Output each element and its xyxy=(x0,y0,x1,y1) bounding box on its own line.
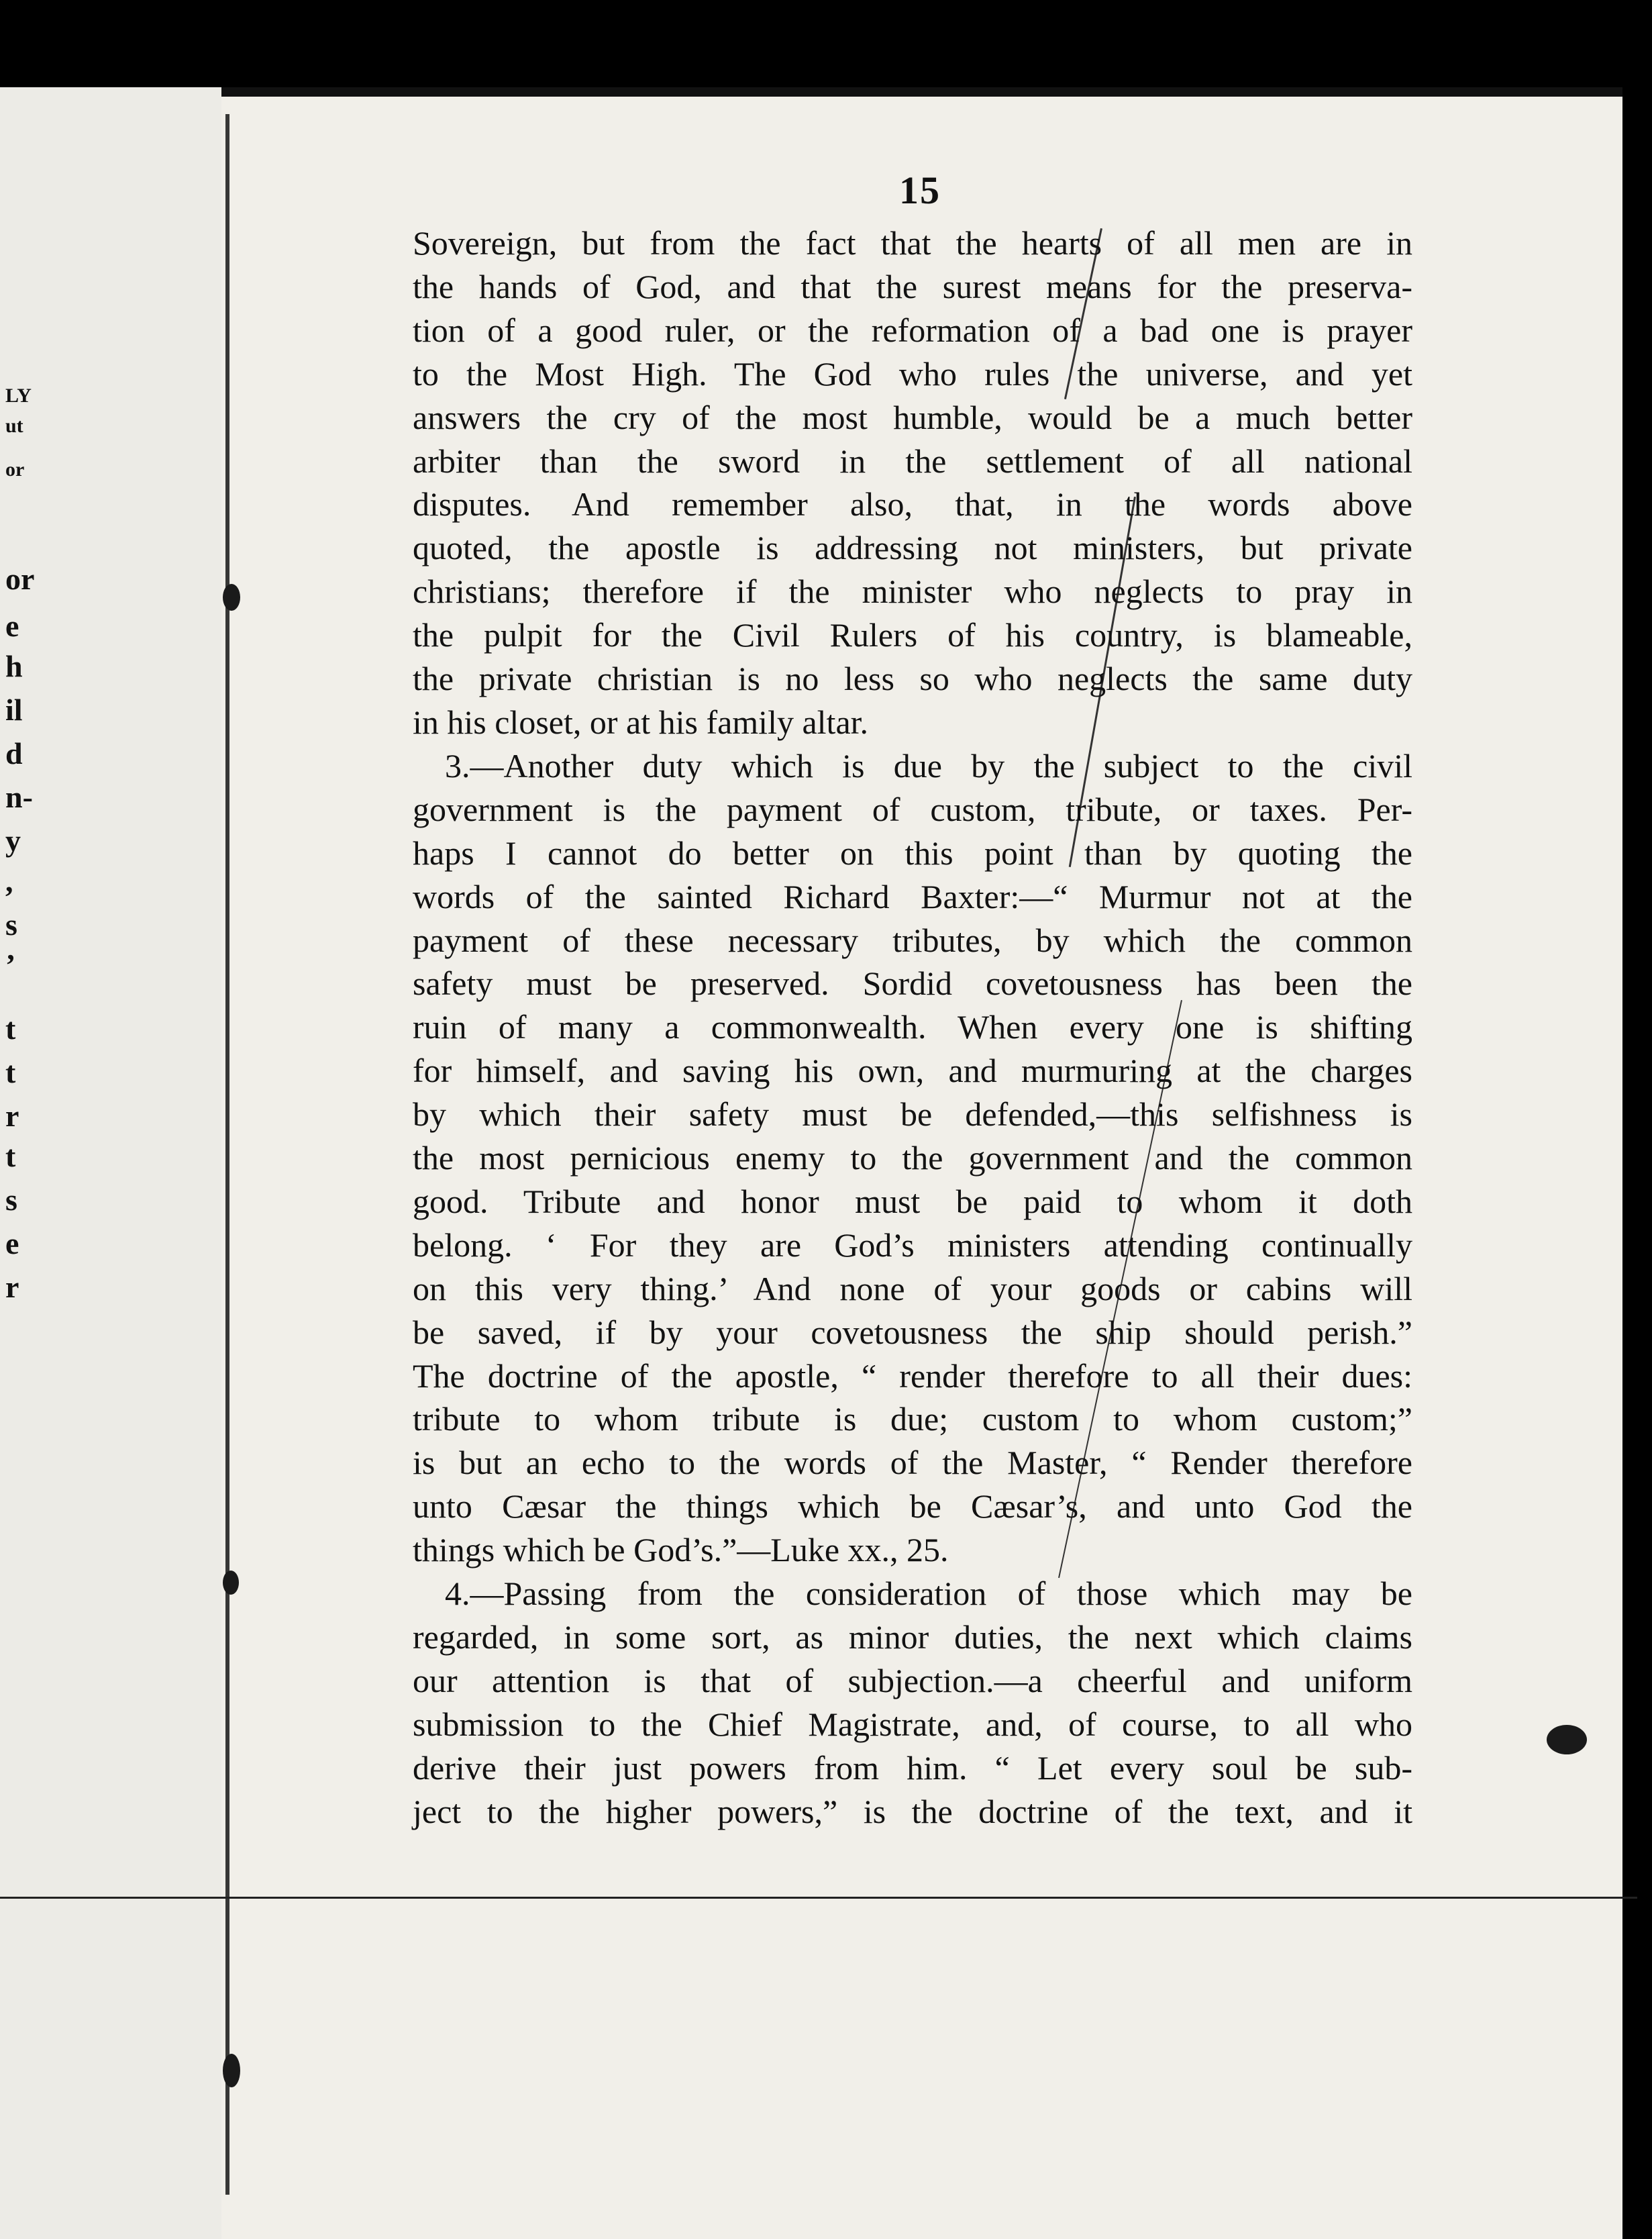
fragment: or xyxy=(5,562,35,596)
ink-blot xyxy=(1547,1725,1587,1754)
fragment: s xyxy=(5,1183,17,1217)
fragment: y xyxy=(5,824,21,858)
text-line: ruin of many a commonwealth. When every one is shifting xyxy=(413,1008,1412,1046)
right-edge-shadow xyxy=(1622,87,1637,2239)
ink-blot xyxy=(223,584,240,611)
text-line: ject to the higher powers,” is the doctrine of the text, and it xyxy=(413,1792,1412,1830)
text-line: derive their just powers from him. “ Let every soul be sub- xyxy=(413,1748,1412,1787)
text-line: the hands of God, and that the surest means for the preserva- xyxy=(413,267,1412,305)
fragment: ’ xyxy=(5,948,16,982)
fragment: ut xyxy=(5,415,23,437)
text-line: haps I cannot do better on this point than by quoting the xyxy=(413,834,1412,872)
fragment: e xyxy=(5,609,19,643)
text-line: the most pernicious enemy to the government and the common xyxy=(413,1139,1412,1177)
scan-artifact-line xyxy=(0,1897,1637,1899)
text-line: arbiter than the sword in the settlement of all national xyxy=(413,442,1412,480)
fragment: h xyxy=(5,649,23,683)
page-fold-line xyxy=(225,114,229,2195)
text-line: government is the payment of custom, tribute, or taxes. Per- xyxy=(413,790,1412,828)
text-line: the private christian is no less so who neglects the same duty xyxy=(413,660,1412,698)
fragment: s xyxy=(5,907,17,942)
text-line: good. Tribute and honor must be paid to whom it doth xyxy=(413,1182,1412,1220)
text-line: things which be God’s.”—Luke xx., 25. xyxy=(413,1531,949,1569)
text-line: by which their safety must be defended,—this selfishness is xyxy=(413,1095,1412,1134)
top-edge-shadow xyxy=(221,87,1637,97)
fragment: t xyxy=(5,1139,16,1173)
text-line: words of the sainted Richard Baxter:—“ Murmur not at the xyxy=(413,877,1412,915)
text-line: 3.—Another duty which is due by the subject to the civil xyxy=(445,746,1412,785)
text-line: quoted, the apostle is addressing not ministers, but private xyxy=(413,529,1412,567)
text-line: christians; therefore if the minister who neglects to pray in xyxy=(413,573,1412,611)
fragment: or xyxy=(5,458,25,481)
facing-page-edge xyxy=(0,87,221,2239)
text-line: answers the cry of the most humble, would be a much better xyxy=(413,398,1412,436)
text-line: safety must be preserved. Sordid covetousness has been the xyxy=(413,964,1412,1003)
fragment: t xyxy=(5,1055,16,1089)
text-line: submission to the Chief Magistrate, and, of course, to all who xyxy=(413,1705,1412,1743)
facing-page-fragments xyxy=(0,87,81,2239)
fragment: LY xyxy=(5,385,32,407)
text-line: 4.—Passing from the consideration of those which may be xyxy=(445,1575,1412,1613)
text-line: Sovereign, but from the fact that the hearts of all men are in xyxy=(413,224,1412,262)
fragment: r xyxy=(5,1270,19,1304)
text-line: the pulpit for the Civil Rulers of his country, is blameable, xyxy=(413,616,1412,654)
text-line: tribute to whom tribute is due; custom to whom custom;” xyxy=(413,1400,1412,1438)
body-text xyxy=(413,221,1412,1834)
text-line: for himself, and saving his own, and murmuring at the charges xyxy=(413,1052,1412,1090)
text-line: unto Cæsar the things which be Cæsar’s, and unto God the xyxy=(413,1487,1412,1526)
text-line: be saved, if by your covetousness the ship should perish.” xyxy=(413,1313,1412,1351)
page-number: 15 xyxy=(899,168,941,212)
text-line: on this very thing.’ And none of your goods or cabins will xyxy=(413,1269,1412,1307)
text-line: to the Most High. The God who rules the universe, and yet xyxy=(413,354,1412,393)
text-line: belong. ‘ For they are God’s ministers attending continually xyxy=(413,1226,1412,1264)
text-line: tion of a good ruler, or the reformation of a bad one is prayer xyxy=(413,311,1412,349)
fragment: r xyxy=(5,1099,19,1133)
fragment: , xyxy=(5,864,13,898)
text-line: is but an echo to the words of the Master, “ Render therefore xyxy=(413,1444,1412,1482)
fragment: il xyxy=(5,693,23,727)
fragment: t xyxy=(5,1011,16,1046)
ink-blot xyxy=(223,2054,240,2087)
fragment: n- xyxy=(5,780,33,814)
text-line: The doctrine of the apostle, “ render therefore to all their dues: xyxy=(413,1356,1412,1395)
fragment: d xyxy=(5,736,23,770)
text-line: our attention is that of subjection.—a cheerful and uniform xyxy=(413,1661,1412,1699)
text-line: payment of these necessary tributes, by which the common xyxy=(413,921,1412,959)
ink-blot xyxy=(223,1571,239,1595)
text-line: disputes. And remember also, that, in the words above xyxy=(413,485,1412,524)
text-line: in his closet, or at his family altar. xyxy=(413,703,869,741)
fragment: e xyxy=(5,1226,19,1260)
text-line: regarded, in some sort, as minor duties, the next which claims xyxy=(413,1618,1412,1656)
